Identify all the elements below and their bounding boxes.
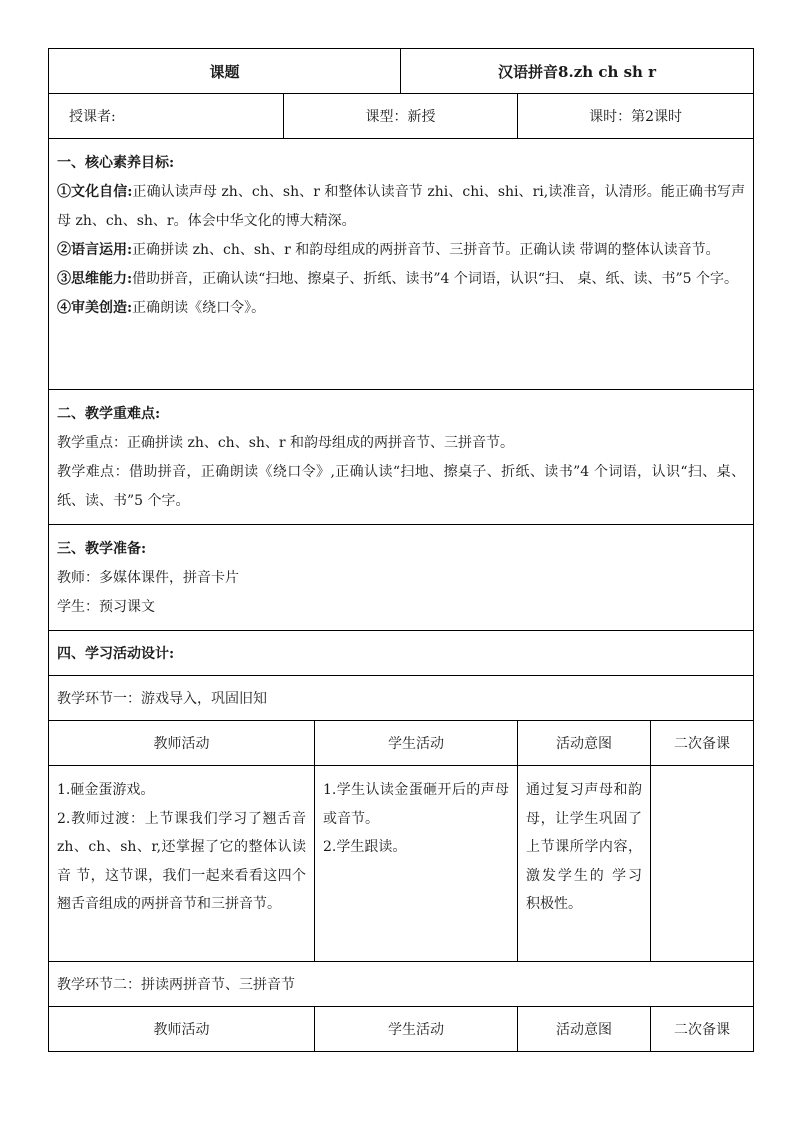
- col-revision-notes: 二次备课: [651, 1007, 754, 1052]
- goal-text: 正确认读声母 zh、ch、sh、r 和整体认读音节 zhi、chi、shi、ri,读准音，认清形。能正确书写声母 zh、ch、sh、r。体会中华文化的博大精深。: [57, 184, 746, 229]
- goal-item: [57, 294, 745, 323]
- phase2-columns-row: [49, 1007, 754, 1052]
- phase1-title-row: [49, 676, 754, 721]
- goal-label: ③思维能力:: [57, 271, 133, 287]
- teacher-field: 授课者:: [49, 94, 284, 139]
- preparation-teacher: 教师：多媒体课件，拼音卡片: [57, 570, 239, 586]
- key-points-section: [49, 390, 754, 525]
- meta-row: [49, 94, 754, 139]
- col-activity-intent: 活动意图: [518, 1007, 651, 1052]
- goal-item: [57, 265, 745, 294]
- teacher-activity-line: 1.砸金蛋游戏。: [57, 782, 155, 798]
- topic-label: 课题: [49, 49, 401, 94]
- col-student-activity: 学生活动: [315, 1007, 518, 1052]
- goals-heading: 一、核心素养目标:: [57, 155, 175, 171]
- goal-item: [57, 236, 745, 265]
- preparation-student: 学生：预习课文: [57, 599, 155, 615]
- teacher-activity-line: 2.教师过渡：上节课我们学习了翘舌音 zh、ch、sh、r,还掌握了它的整体认读音 节，这节课，我们一起来看看这四个翘舌音组成的两拼音节和三拼音节。: [57, 810, 306, 912]
- student-activity-line: 2.学生跟读。: [323, 839, 407, 855]
- goal-label: ②语言运用:: [57, 242, 133, 258]
- phase1-intent-cell: [518, 766, 651, 962]
- goals-row: [49, 139, 754, 390]
- phase2-title-row: [49, 962, 754, 1007]
- preparation-heading: 三、教学准备:: [57, 541, 147, 557]
- goals-section: [49, 139, 754, 390]
- col-student-activity: 学生活动: [315, 721, 518, 766]
- activity-intent-text: 通过复习声母和韵母，让学生巩固了上节课所学内容，激发学生的 学习 积极性。: [526, 782, 643, 912]
- preparation-row: [49, 525, 754, 631]
- preparation-section: [49, 525, 754, 631]
- key-points-row: [49, 390, 754, 525]
- topic-row: [49, 49, 754, 94]
- goal-label: ①文化自信:: [57, 184, 133, 200]
- phase1-notes-cell: [651, 766, 754, 962]
- key-points-heading: 二、教学重难点:: [57, 406, 161, 422]
- col-teacher-activity: 教师活动: [49, 1007, 315, 1052]
- goal-text: 借助拼音，正确认读“扫地、擦桌子、折纸、读书”4 个词语，认识“扫、 桌、纸、读、书”5 个字。: [132, 271, 738, 287]
- phase1-title: 教学环节一：游戏导入，巩固旧知: [49, 676, 754, 721]
- key-difficulty: 教学难点：借助拼音，正确朗读《绕口令》,正确认读“扫地、擦桌子、折纸、读书”4 个词语，认识“扫、桌、纸、读、书”5 个字。: [57, 464, 746, 509]
- lesson-plan-page: [48, 48, 753, 1052]
- col-teacher-activity: 教师活动: [49, 721, 315, 766]
- key-focus: 教学重点：正确拼读 zh、ch、sh、r 和韵母组成的两拼音节、三拼音节。: [57, 435, 515, 451]
- phase1-teacher-cell: [49, 766, 315, 962]
- lesson-type-field: 课型：新授: [284, 94, 518, 139]
- phase2-title: 教学环节二：拼读两拼音节、三拼音节: [49, 962, 754, 1007]
- goal-text: 正确拼读 zh、ch、sh、r 和韵母组成的两拼音节、三拼音节。正确认读 带调的整体认读音节。: [132, 242, 720, 258]
- lesson-plan-table: [48, 48, 754, 1052]
- activities-heading: 四、学习活动设计:: [49, 631, 754, 676]
- goal-text: 正确朗读《绕口令》。: [132, 300, 266, 316]
- student-activity-line: 1.学生认读金蛋砸开后的声母或音节。: [323, 782, 510, 827]
- phase1-content-row: [49, 766, 754, 962]
- phase1-columns-row: [49, 721, 754, 766]
- goal-item: [57, 178, 745, 236]
- goal-label: ④审美创造:: [57, 300, 133, 316]
- activities-heading-row: [49, 631, 754, 676]
- periods-field: 课时：第2课时: [518, 94, 754, 139]
- phase1-student-cell: [315, 766, 518, 962]
- topic-value: 汉语拼音8.zh ch sh r: [401, 49, 754, 94]
- col-activity-intent: 活动意图: [518, 721, 651, 766]
- col-revision-notes: 二次备课: [651, 721, 754, 766]
